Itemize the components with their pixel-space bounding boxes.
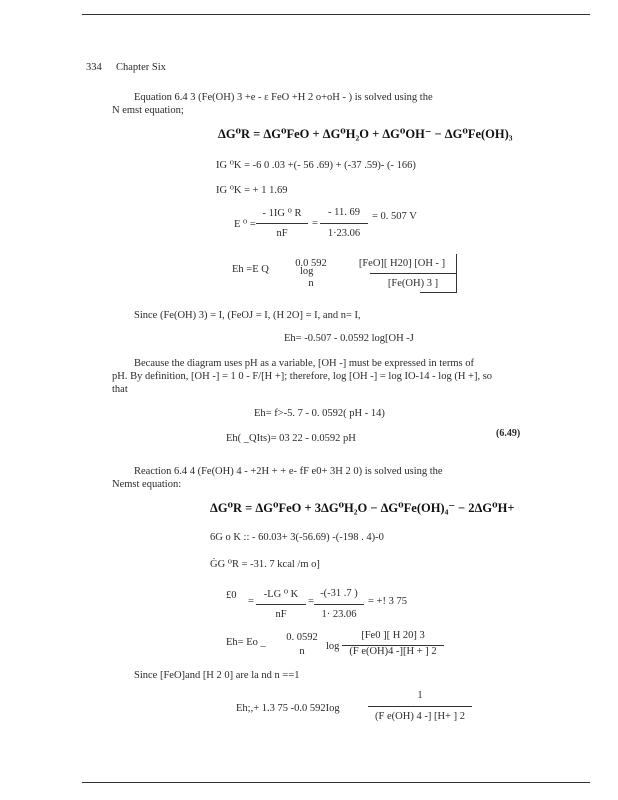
eh-nernst-lhs-1: Eh =E Q <box>232 264 269 275</box>
paragraph-2-line-1: Because the diagram uses pH as a variable, [OH -] must be expressed in terms of <box>134 358 474 369</box>
equation-delta-g-sum-2: 6G o K :: - 60.03+ 3(-56.69) -(-198 . 4)-0 <box>210 532 384 543</box>
since-line-2: Since [FeO]and [H 2 0] are la nd n ==1 <box>134 670 300 681</box>
eh-nernst-denominator-3: (F e(OH) 4 -] [H+ ] 2 <box>375 711 465 722</box>
eh-nernst-log-1: log <box>300 266 314 277</box>
e0-numerator-2: - 11. 69 <box>328 207 360 218</box>
e0-lhs-2: £0 <box>226 590 237 601</box>
e0-equals-2b: = <box>308 596 314 607</box>
eh-nernst-n-1: n <box>308 278 314 289</box>
e0-fraction-bar-2 <box>320 223 368 224</box>
paragraph-2-line-2: pH. By definition, [OH -] = 1 0 - F/[H +]; therefore, log [OH -] = log IO-14 - log (H +], so <box>112 371 493 382</box>
equation-number: (6.49) <box>496 428 521 439</box>
e0-denominator-4: 1· 23.06 <box>321 609 357 620</box>
eh-nernst-lhs-3: Eh;,+ 1.3 75 -0.0 592Iog <box>236 703 340 714</box>
eh-nernst-numerator-1: [FeO][ H20] [OH - ] <box>358 258 446 269</box>
bottom-rule <box>82 782 590 783</box>
eh-nernst-denominator-1: [Fe(OH) 3 ] <box>387 278 439 289</box>
eh-nernst-numerator-3: 1 <box>417 690 423 701</box>
equation-delta-g-result-1: IG ⁰K = + 1 1.69 <box>216 185 288 196</box>
top-rule <box>82 14 590 15</box>
eh-equation-4: Eh( _QIts)= 03 22 - 0.0592 pH <box>226 433 356 444</box>
eh-nernst-n-2: n <box>299 646 305 657</box>
e0-numerator-1: - 1IG ⁰ R <box>262 208 302 219</box>
paragraph-3-line-2: Nemst equation: <box>112 479 182 490</box>
paragraph-1-line-1: Equation 6.4 3 (Fe(OH) 3 +e - ε FeO +H 2 o+oH - ) is solved using the <box>134 92 433 103</box>
e0-numerator-4: -(-31 .7 ) <box>320 588 358 599</box>
e0-denominator-3: nF <box>275 609 287 620</box>
e0-fraction-bar-4 <box>314 604 364 605</box>
e0-equals-1: = <box>312 218 318 229</box>
paragraph-1-line-2: N emst equation; <box>112 105 184 116</box>
e0-denominator-1: nF <box>276 228 288 239</box>
e0-denominator-2: 1·23.06 <box>327 228 361 239</box>
eh-nernst-denominator-2: (F e(OH)4 -][H + ] 2 <box>349 646 437 657</box>
equation-delta-g-1: ΔG⁰R = ΔG⁰FeO + ΔG⁰H₂O + ΔG⁰OH⁻ − ΔG⁰Fe(OH)₃ <box>218 127 513 141</box>
equation-delta-g-result-2: ĠG ⁰R = -31. 7 kcal /m o] <box>210 559 320 570</box>
e0-fraction-bar-1 <box>256 223 308 224</box>
eh-nernst-numerator-2: [Fe0 ][ H 20] 3 <box>361 630 425 641</box>
e0-result-1: = 0. 507 V <box>372 211 417 222</box>
e0-numerator-3: -LG ⁰ K <box>263 589 299 600</box>
paragraph-3-line-1: Reaction 6.4 4 (Fe(OH) 4 - +2H + + e- fF e0+ 3H 2 0) is solved using the <box>134 466 443 477</box>
eh-nernst-bracket-1 <box>420 254 457 293</box>
e0-lhs-1: E ⁰ = <box>234 219 256 230</box>
chapter-title: Chapter Six <box>116 62 166 73</box>
eh-nernst-coef-2: 0. 0592 <box>286 632 318 643</box>
e0-equals-2a: = <box>248 596 254 607</box>
equation-delta-g-sum-1: IG ⁰K = -6 0 .03 +(- 56 .69) + (-37 .59)- (- 166) <box>216 160 416 171</box>
eh-nernst-bar-3 <box>368 706 472 707</box>
eh-nernst-lhs-2: Eh= Eo _ <box>226 637 266 648</box>
eh-equation-2: Eh= -0.507 - 0.0592 log[OH -J <box>284 333 414 344</box>
equation-delta-g-2: ΔG⁰R = ΔG⁰FeO + 3ΔG⁰H₂O − ΔG⁰Fe(OH)₄⁻ − 2ΔG⁰H+ <box>210 501 515 515</box>
paragraph-2-line-3: that <box>112 384 128 395</box>
e0-fraction-bar-3 <box>256 604 306 605</box>
eh-nernst-log-2: log <box>326 641 340 652</box>
since-line-1: Since (Fe(OH) 3) = I, (FeOJ = I, (H 2O] = I, and n= I, <box>134 310 361 321</box>
e0-result-2: = +! 3 75 <box>368 596 407 607</box>
page-number: 334 <box>86 62 102 73</box>
eh-nernst-coef-1: 0.0 592 <box>295 258 327 269</box>
eh-equation-3: Eh= f>-5. 7 - 0. 0592( pH - 14) <box>254 408 385 419</box>
